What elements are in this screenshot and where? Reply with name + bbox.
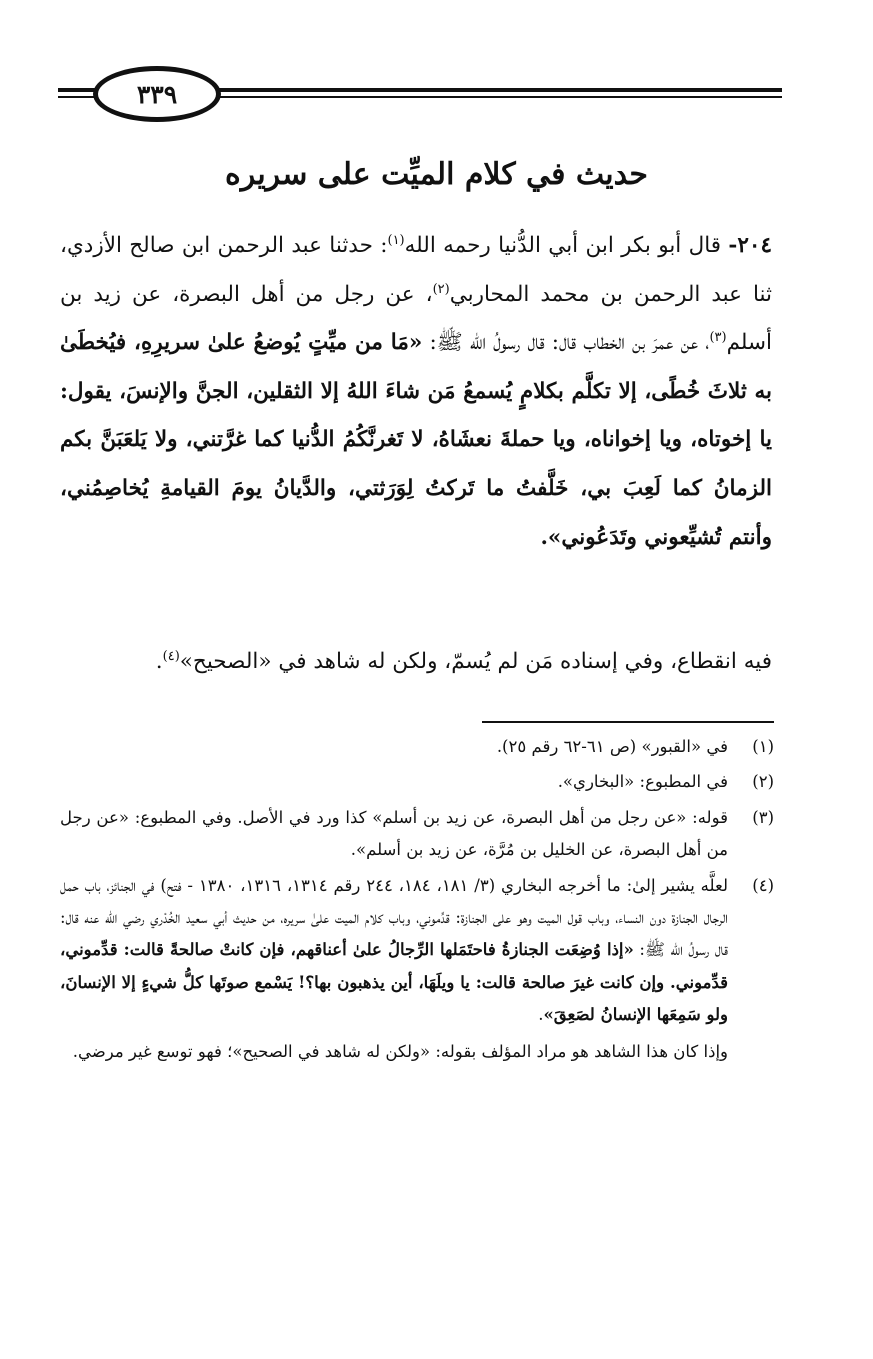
isnad-part-4: ، عن عمرَ بن الخطاب قال: قال رسولُ الله ﷺ: bbox=[422, 330, 710, 356]
grading-text: فيه انقطاع، وفي إسناده مَن لم يُسمّ، ولكن له شاهد في «الصحيح» bbox=[179, 649, 772, 674]
grading-end: . bbox=[155, 649, 163, 674]
isnad-part-3: ، عن رجل من أهل البصرة، عن زيد بن أسلم bbox=[60, 281, 772, 356]
footnote-4-end: . bbox=[538, 1005, 544, 1025]
page-number: ٣٣٩ bbox=[136, 79, 178, 109]
footnote-text: قوله: «عن رجل من أهل البصرة، عن زيد بن أسلم» كذا ورد في الأصل. وفي المطبوع: «عن رجل من أهل البصرة، عن الخليل بن مُرَّة، عن زيد بن أسلم». bbox=[60, 807, 728, 860]
footnote-number: (٢) bbox=[752, 772, 774, 792]
footnote-1 bbox=[60, 731, 774, 763]
footnote-3 bbox=[60, 802, 774, 867]
footnote-ref-1: (١) bbox=[387, 232, 405, 248]
footnote-ref-3: (٣) bbox=[709, 330, 727, 346]
footnote-separator bbox=[482, 721, 774, 723]
hadith-matn: «مَا من ميِّتٍ يُوضعُ علىٰ سريرِهِ، فيُخطَىٰ به ثلاثَ خُطًى، إلا تكلَّم بكلامٍ يُسمعُ مَن شاءَ اللهُ إلا الثقلين، الجنَّ والإنسَ، يقول: يا إخوتاه، ويا إخواناه، ويا حملةَ نعشَاهُ، لا تَغرنَّكُمُ الدُّنيا كما غرَّتني، ولا يَلعَبَنَّ بكم الزمانُ كما لَعِبَ بي، خَلَّفتُ ما تَركتُ لِوَرَثتي، والدَّيانُ يومَ القيامةِ يُخاصِمُني، وأنتم تُشيِّعوني وتَدَعُوني». bbox=[60, 330, 772, 550]
footnote-number: (٤) bbox=[752, 875, 774, 895]
footnotes bbox=[60, 731, 774, 1068]
footnote-4 bbox=[60, 870, 774, 1032]
footnote-4-text: لعلَّه يشير إلىٰ: ما أخرجه البخاري (٣/ ١٨١، ١٨٤، ٢٤٤ رقم ١٣١٤، ١٣١٦، ١٣٨٠ - فتح) في الجنائز، باب حمل الرجال الجنازة دون النساء، وباب قول الميت وهو على الجنازة: قدِّموني، وباب كلام الميت علىٰ سريره، من حديث أبي سعيد الخُدْري رضي الله عنه قال: قال رسولُ الله ﷺ: bbox=[60, 875, 728, 960]
page-header bbox=[58, 66, 782, 116]
hadith-paragraph bbox=[60, 222, 772, 562]
isnad-part-2: : حدثنا عبد الرحمن ابن صالح الأزدي، ثنا عبد الرحمن بن محمد المحاربي bbox=[60, 233, 772, 307]
chapter-title: حديث في كلام الميِّت على سريره bbox=[225, 157, 648, 192]
footnote-ref-2: (٢) bbox=[432, 281, 450, 297]
trailing-note: وإذا كان هذا الشاهد هو مراد المؤلف بقوله: «ولكن له شاهد في الصحيح»؛ فهو توسع غير مرضي. bbox=[72, 1041, 728, 1061]
footnote-text: في «القبور» (ص ٦١-٦٢ رقم ٢٥). bbox=[496, 737, 728, 756]
grading-comment bbox=[60, 642, 772, 682]
footnote-text bbox=[60, 870, 728, 1032]
isnad-part-1: قال أبو بكر ابن أبي الدُّنيا رحمه الله bbox=[404, 233, 729, 258]
footnote-4-quote: «إذا وُضِعَت الجنازةُ فاحتَمَلها الرِّجالُ علىٰ أعناقهم، فإن كانتْ صالحةً قالت: قدِّموني، قدِّموني. وإن كانت غيرَ صالحة قالت: يا ويلَهَا، أين يذهبون بها؟! يَسْمع صوتَها كلُّ شيءٍ إلا الإنسانَ، ولو سَمِعَها الإنسانُ لصَعِقَ» bbox=[60, 940, 728, 1025]
footnote-text: في المطبوع: «البخاري». bbox=[557, 772, 728, 792]
footnote-number: (٣) bbox=[752, 807, 774, 827]
footnote-ref-4: (٤) bbox=[162, 648, 180, 664]
page-number-oval bbox=[93, 66, 221, 122]
footnote-number: (١) bbox=[752, 737, 774, 756]
hadith-number: ٢٠٤- bbox=[728, 233, 772, 258]
footnote-2 bbox=[60, 766, 774, 798]
